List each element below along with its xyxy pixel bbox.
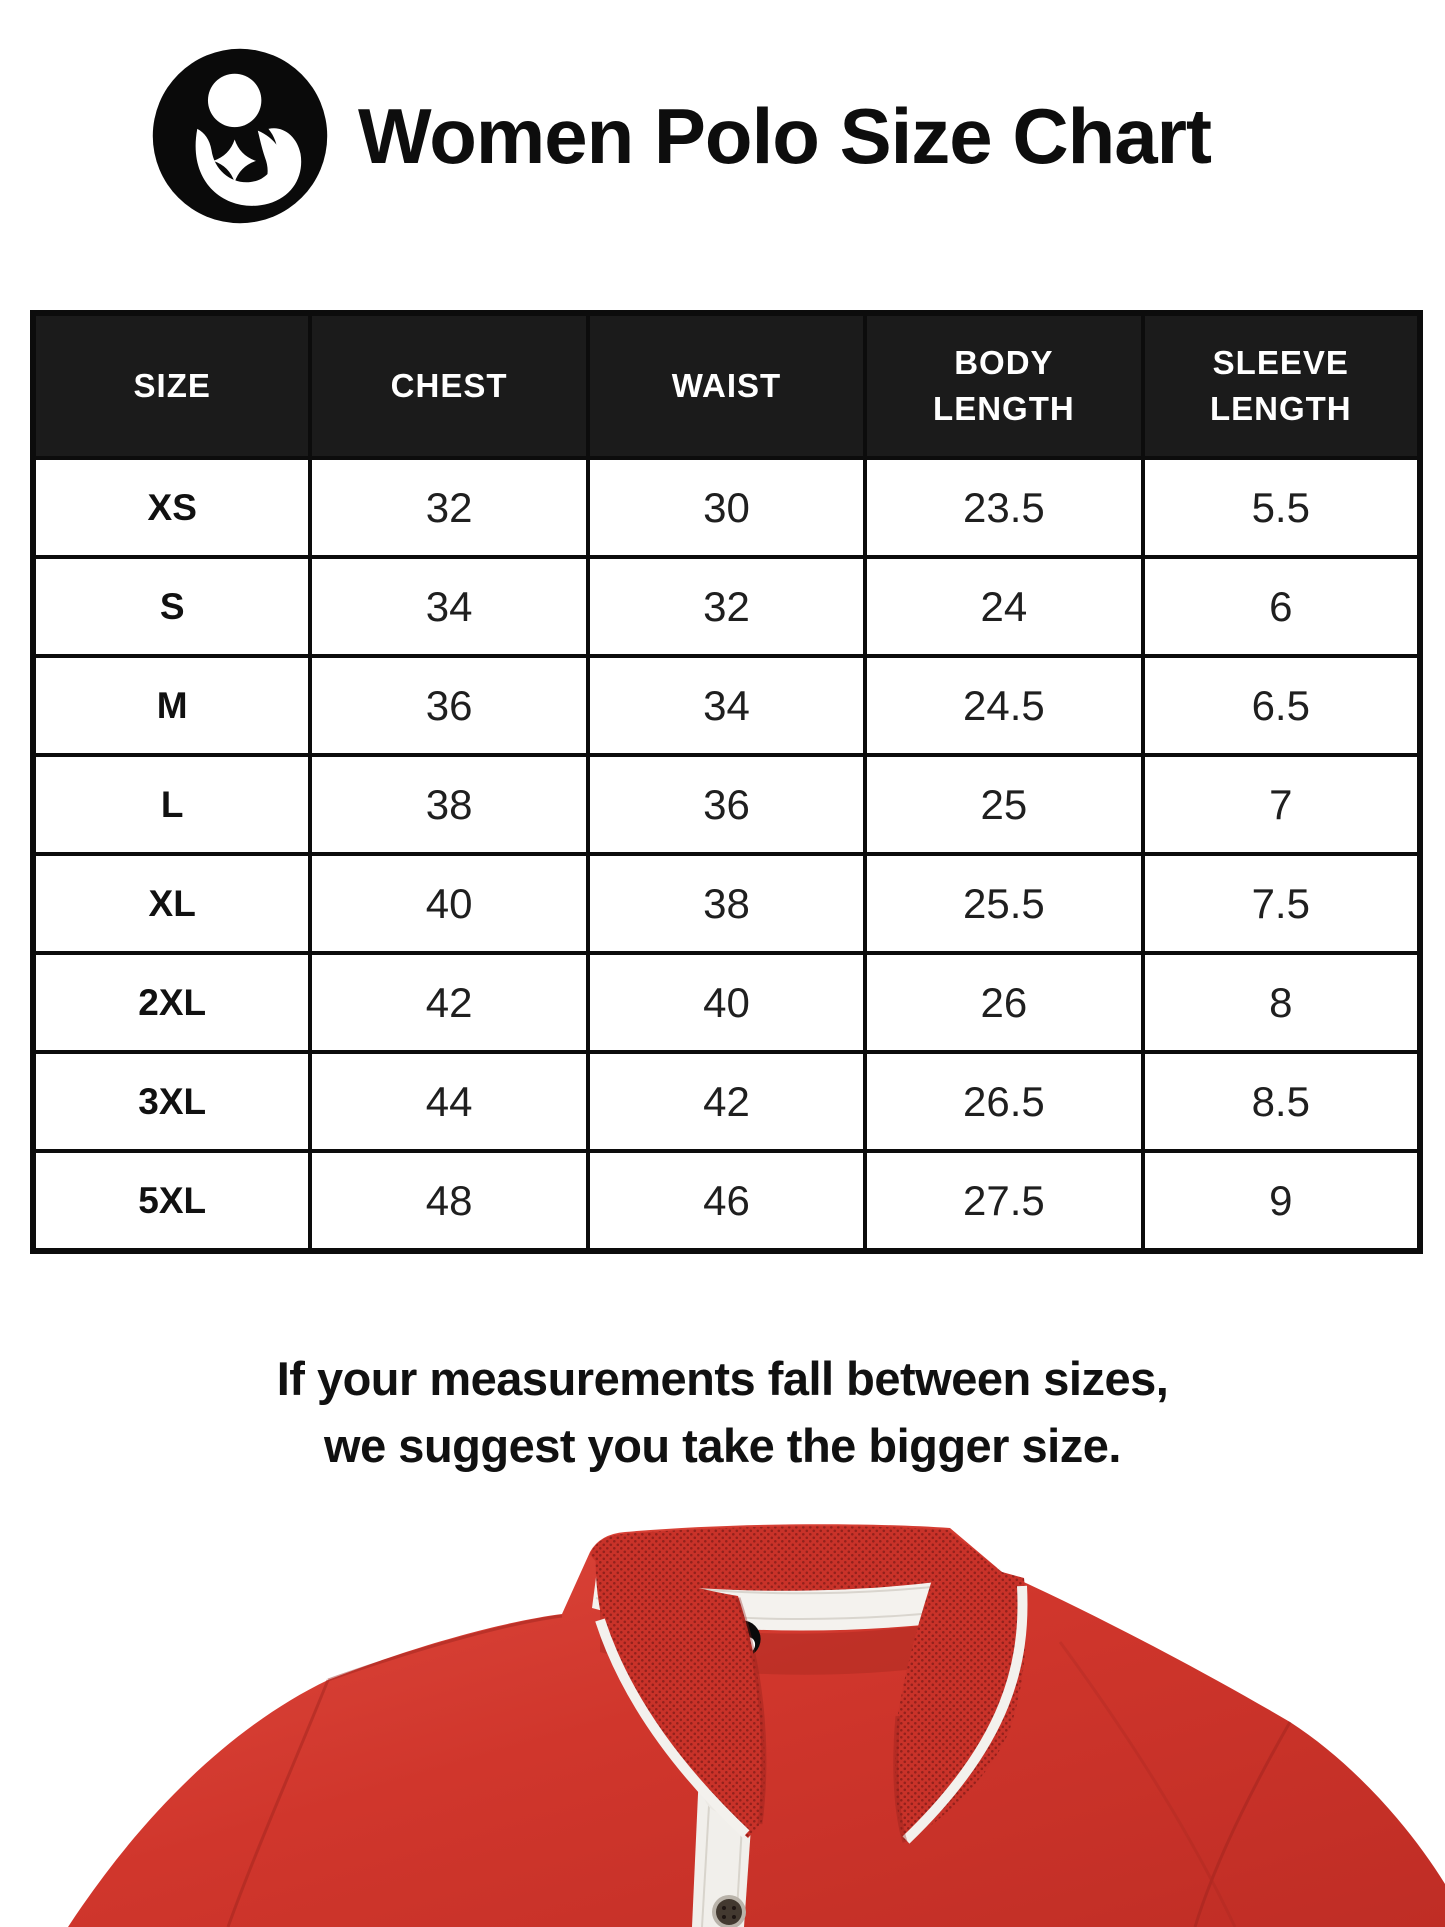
column-header-size: SIZE [33, 313, 310, 458]
body-length-cell: 26 [865, 953, 1142, 1052]
sleeve-length-cell: 8.5 [1143, 1052, 1420, 1151]
table-row-3xl [33, 1052, 1420, 1151]
sleeve-length-cell: 7.5 [1143, 854, 1420, 953]
body-length-cell: 24 [865, 557, 1142, 656]
size-cell: XL [33, 854, 310, 953]
size-cell: M [33, 656, 310, 755]
body-length-cell: 25 [865, 755, 1142, 854]
column-header-chest: CHEST [310, 313, 587, 458]
waist-cell: 38 [588, 854, 865, 953]
waist-cell: 32 [588, 557, 865, 656]
header [148, 46, 1211, 226]
page-title: Women Polo Size Chart [358, 92, 1211, 180]
size-cell: XS [33, 458, 310, 557]
waist-cell: 34 [588, 656, 865, 755]
size-cell: 3XL [33, 1052, 310, 1151]
mother-baby-logo-icon [148, 47, 332, 225]
table-header [33, 313, 1420, 458]
table-row-m [33, 656, 1420, 755]
table-row-xl [33, 854, 1420, 953]
chest-cell: 40 [310, 854, 587, 953]
body-length-cell: 24.5 [865, 656, 1142, 755]
table-row-xs [33, 458, 1420, 557]
sleeve-length-cell: 9 [1143, 1151, 1420, 1251]
body-length-cell: 23.5 [865, 458, 1142, 557]
sleeve-length-cell: 8 [1143, 953, 1420, 1052]
header-row [33, 313, 1420, 458]
waist-cell: 42 [588, 1052, 865, 1151]
chest-cell: 34 [310, 557, 587, 656]
size-cell: 5XL [33, 1151, 310, 1251]
chest-cell: 38 [310, 755, 587, 854]
sizing-note [0, 1346, 1445, 1479]
column-header-waist: WAIST [588, 313, 865, 458]
size-chart-table [30, 310, 1423, 1254]
table-row-5xl [33, 1151, 1420, 1251]
size-cell: S [33, 557, 310, 656]
sleeve-length-cell: 6 [1143, 557, 1420, 656]
column-header-body-length: BODY LENGTH [865, 313, 1142, 458]
waist-cell: 36 [588, 755, 865, 854]
product-photo [0, 1522, 1445, 1927]
sleeve-length-cell: 6.5 [1143, 656, 1420, 755]
chest-cell: 36 [310, 656, 587, 755]
body-length-cell: 27.5 [865, 1151, 1142, 1251]
body-length-cell: 25.5 [865, 854, 1142, 953]
sleeve-length-cell: 7 [1143, 755, 1420, 854]
waist-cell: 46 [588, 1151, 865, 1251]
chest-cell: 32 [310, 458, 587, 557]
size-cell: L [33, 755, 310, 854]
table-body [33, 458, 1420, 1251]
table-row-l [33, 755, 1420, 854]
table-row-s [33, 557, 1420, 656]
waist-cell: 30 [588, 458, 865, 557]
table-row-2xl [33, 953, 1420, 1052]
sizing-note-line1: If your measurements fall between sizes, [276, 1352, 1169, 1405]
waist-cell: 40 [588, 953, 865, 1052]
chest-cell: 48 [310, 1151, 587, 1251]
column-header-sleeve-length: SLEEVE LENGTH [1143, 313, 1420, 458]
sizing-note-line2: we suggest you take the bigger size. [324, 1418, 1121, 1472]
size-cell: 2XL [33, 953, 310, 1052]
chest-cell: 44 [310, 1052, 587, 1151]
body-length-cell: 26.5 [865, 1052, 1142, 1151]
sleeve-length-cell: 5.5 [1143, 458, 1420, 557]
chest-cell: 42 [310, 953, 587, 1052]
red-polo-shirt-image [0, 1522, 1445, 1927]
